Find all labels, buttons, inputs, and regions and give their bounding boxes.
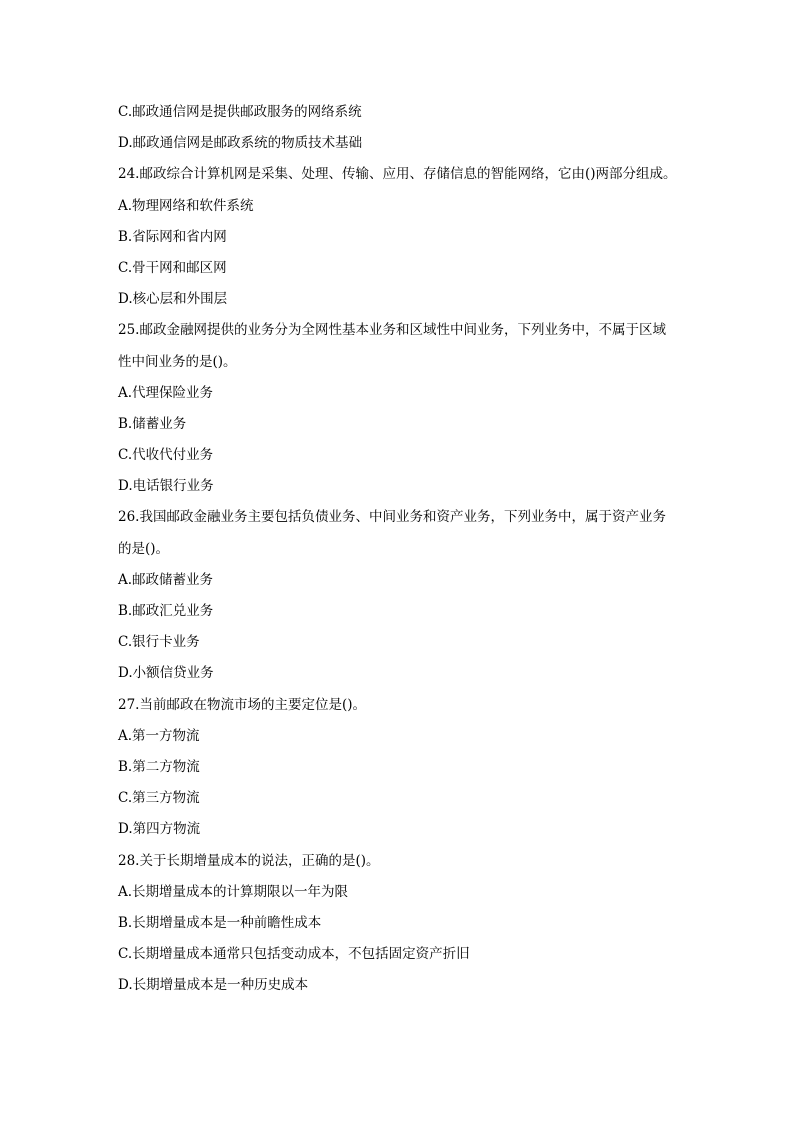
question-text: 27.当前邮政在物流市场的主要定位是()。 (118, 696, 367, 713)
question-27 (118, 690, 678, 846)
option-a: A.邮政储蓄业务 (118, 571, 214, 588)
option-a: A.长期增量成本的计算期限以一年为限 (118, 883, 349, 900)
question-26 (118, 502, 678, 689)
option-a: A.代理保险业务 (118, 384, 214, 401)
question-text: 25.邮政金融网提供的业务分为全网性基本业务和区域性中间业务，下列业务中，不属于区域性中间业务的是()。 (118, 322, 666, 370)
option-a: A.物理网络和软件系统 (118, 197, 254, 214)
option-b: B.第二方物流 (118, 759, 200, 776)
option-d: D.核心层和外围层 (118, 291, 228, 308)
question-28 (118, 846, 678, 1002)
option-d: D.小额信贷业务 (118, 665, 214, 682)
option-b: B.邮政汇兑业务 (118, 603, 214, 620)
option-d: D.长期增量成本是一种历史成本 (118, 977, 309, 994)
option-c: C.第三方物流 (118, 790, 200, 807)
option-b: B.储蓄业务 (118, 415, 187, 432)
option-c: C.长期增量成本通常只包括变动成本，不包括固定资产折旧 (118, 946, 470, 963)
question-list (118, 97, 678, 1002)
question-25 (118, 315, 678, 502)
option-c: C.银行卡业务 (118, 634, 200, 651)
option-c: C.代收代付业务 (118, 447, 214, 464)
option-a: A.第一方物流 (118, 727, 200, 744)
question-text: 28.关于长期增量成本的说法，正确的是()。 (118, 852, 380, 869)
question-text: 26.我国邮政金融业务主要包括负债业务、中间业务和资产业务，下列业务中，属于资产业务的是()。 (118, 509, 666, 557)
option-c: C.骨干网和邮区网 (118, 259, 227, 276)
question-24 (118, 159, 678, 315)
prelude-option-d: D.邮政通信网是邮政系统的物质技术基础 (118, 135, 363, 152)
prelude-option-c: C.邮政通信网是提供邮政服务的网络系统 (118, 104, 362, 120)
option-b: B.省际网和省内网 (118, 228, 227, 245)
option-b: B.长期增量成本是一种前瞻性成本 (118, 914, 322, 931)
question-text: 24.邮政综合计算机网是采集、处理、传输、应用、存储信息的智能网络，它由()两部分组成。 (118, 166, 677, 183)
option-d: D.第四方物流 (118, 821, 201, 838)
option-d: D.电话银行业务 (118, 478, 214, 495)
